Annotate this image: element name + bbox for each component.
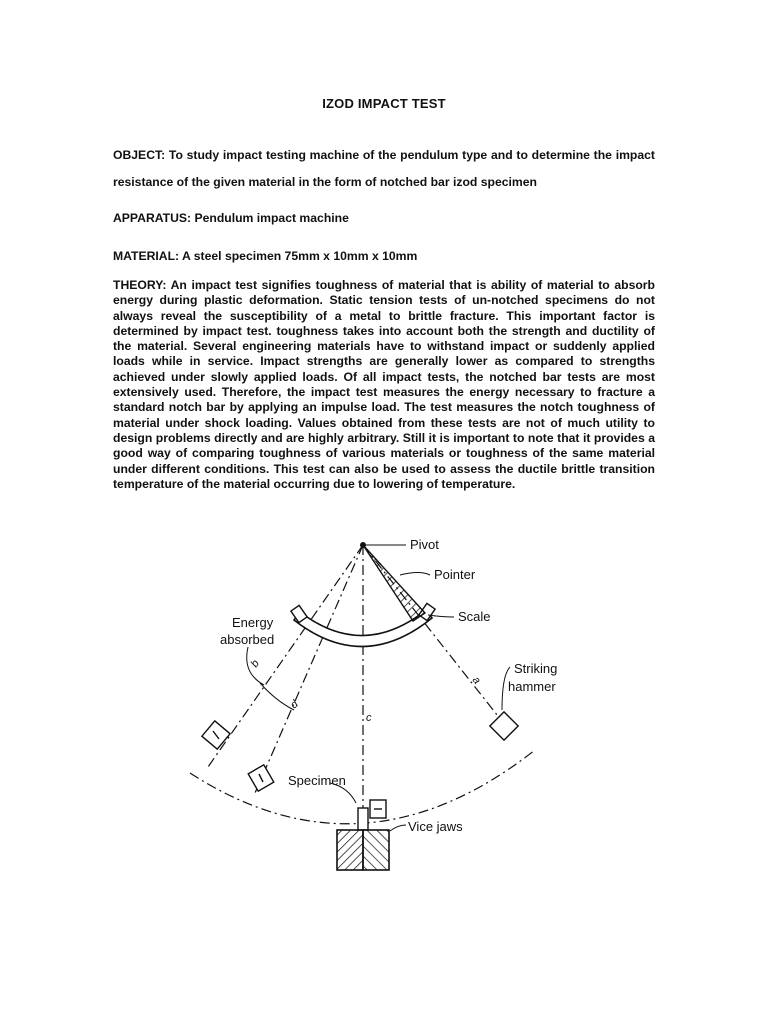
hammer-right [490, 712, 518, 740]
label-specimen: Specimen [288, 773, 346, 788]
label-striking: Striking [514, 661, 558, 676]
apparatus-paragraph: APPARATUS: Pendulum impact machine [113, 211, 349, 225]
hammer-bottom [370, 800, 386, 818]
pivot-point [360, 542, 366, 548]
object-paragraph: OBJECT: To study impact testing machine of the pendulum type and to determine the impact resistance of the given material in the form of notched bar izod specimen [113, 148, 655, 189]
material-paragraph: MATERIAL: A steel specimen 75mm x 10mm x 10mm [113, 249, 418, 263]
label-energy: Energy [232, 615, 274, 630]
label-angle-a: a [469, 674, 483, 687]
specimen-bar [358, 808, 368, 830]
pointer-shape [363, 545, 425, 621]
label-vice-jaws: Vice jaws [408, 819, 463, 834]
hammer-left-inner [248, 765, 274, 791]
radial-lines [208, 545, 505, 808]
document-title: IZOD IMPACT TEST [322, 96, 446, 111]
angle-arc [260, 683, 294, 710]
label-angle-c: c [366, 712, 372, 724]
label-scale: Scale [458, 609, 491, 624]
label-angle-b: b [248, 657, 262, 670]
vice-jaws [337, 830, 389, 870]
label-pointer: Pointer [434, 567, 476, 582]
theory-paragraph: THEORY: An impact test signifies toughness of material that is ability of material to absorb energy during plastic deformation. Static tension tests of un-notched specimens do not always reveal the susceptibility of a metal to brittle fracture. This important factor is determined by impact test. toughness takes into account both the strength and ductility of the material. Several engineering materials have to withstand impact or suddenly applied loads while in service. Impact strengths are generally lower as compared to strengths achieved under slowly applied loads. Of all impact tests, the notched bar tests are most extensively used. Therefore, the impact test measures the energy necessary to fracture a standard notch bar by applying an impulse load. The test measures the notch toughness of material under shock loading. Values obtained from these tests are not of much utility to design problems directly and are highly arbitrary. Still it is important to note that it provides a good way of comparing toughness of various materials or toughness of the same material under different conditions. This test can also be used to assess the ductile brittle transition temperature of the material occurring due to lowering of temperature. [113, 278, 655, 491]
radial-line-left-inner [255, 545, 363, 793]
label-absorbed: absorbed [220, 632, 275, 647]
izod-pendulum-diagram [180, 525, 558, 875]
leader-lines [247, 545, 510, 831]
label-angle-d: d [288, 698, 301, 712]
label-pivot: Pivot [410, 537, 439, 552]
hammer-left-outer [202, 721, 230, 749]
radial-line-left-outer [208, 545, 363, 767]
label-hammer: hammer [508, 679, 556, 694]
